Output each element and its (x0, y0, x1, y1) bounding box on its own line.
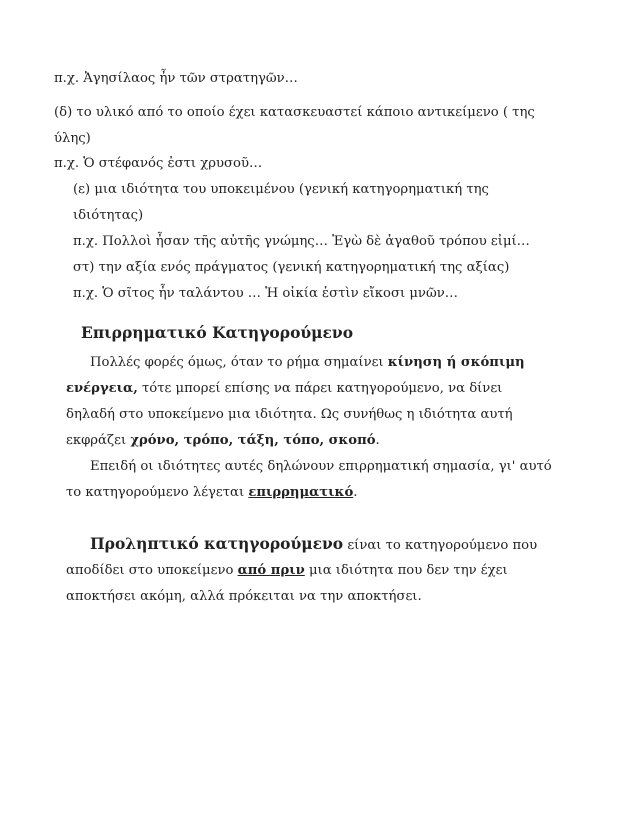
bold-term: κίνηση ή σκόπιμη (387, 355, 525, 370)
example-line: π.χ. Πολλοὶ ἦσαν τῆς αὐτῆς γνώμης… Ἐγὼ δὲ ἀγαθοῦ τρόπου εἰμί… (73, 234, 530, 249)
text-line: (ε) μια ιδιότητα του υποκειμένου (γενική κατηγορηματική της (73, 182, 489, 197)
paragraph-line: δηλαδή στο υποκείμενο μια ιδιότητα. Ως συνήθως η ιδιότητα αυτή (66, 407, 513, 422)
text-span: εκφράζει (66, 433, 131, 448)
text-span: τότε μπορεί επίσης να πάρει κατηγορούμενο, να δίνει (137, 381, 503, 396)
bold-underlined-term: από πριν (237, 563, 305, 578)
text-span: Πολλές φορές όμως, όταν το ρήμα σημαίνει (90, 355, 388, 370)
text-line: στ) την αξία ενός πράγματος (γενική κατηγορηματική της αξίας) (73, 260, 510, 275)
text-span: μια ιδιότητα που δεν την έχει (304, 563, 508, 578)
paragraph-line (66, 564, 508, 577)
bold-term: τόπο, σκοπό (283, 433, 376, 448)
text-line: ύλης) (54, 131, 91, 146)
bold-term: ενέργεια, (66, 381, 138, 396)
example-line: π.χ. Ὁ σῖτος ἦν ταλάντου … Ἡ οἰκία ἐστὶν εἴκοσι μνῶν… (73, 286, 458, 301)
text-span: αποδίδει στο υποκείμενο (66, 563, 238, 578)
example-line: π.χ. Ὁ στέφανός ἐστι χρυσοῦ… (54, 156, 263, 171)
comma: , (174, 433, 184, 448)
paragraph-line (66, 382, 502, 395)
section-heading: Προληπτικό κατηγορούμενο (90, 534, 344, 553)
bold-term: τάξη (237, 433, 275, 448)
text-span: το κατηγορούμενο λέγεται (66, 485, 249, 500)
paragraph-line (66, 486, 357, 499)
bold-term: τρόπο (183, 433, 229, 448)
comma: , (228, 433, 238, 448)
paragraph-line: αποκτήσει ακόμη, αλλά πρόκειται να την αποκτήσει. (66, 589, 422, 604)
period: . (375, 433, 380, 448)
bold-underlined-term: επιρρηματικό (248, 485, 354, 500)
bold-term: χρόνο (130, 433, 175, 448)
period: . (353, 485, 358, 500)
example-line: π.χ. Ἀγησίλαος ἦν τῶν στρατηγῶν… (54, 71, 298, 86)
paragraph-line (66, 434, 380, 447)
paragraph-line: Επειδή οι ιδιότητες αυτές δηλώνουν επιρρηματική σημασία, γι' αυτό (90, 459, 552, 474)
comma: , (274, 433, 284, 448)
text-line: (δ) το υλικό από το οποίο έχει κατασκευαστεί κάποιο αντικείμενο ( της (54, 105, 535, 120)
paragraph-line (90, 356, 525, 369)
text-line: ιδιότητας) (73, 208, 144, 223)
section-heading: Επιρρηματικό Κατηγορούμενο (81, 323, 354, 342)
text-span: είναι το κατηγορούμενο που (343, 538, 538, 553)
paragraph-line (90, 536, 537, 552)
